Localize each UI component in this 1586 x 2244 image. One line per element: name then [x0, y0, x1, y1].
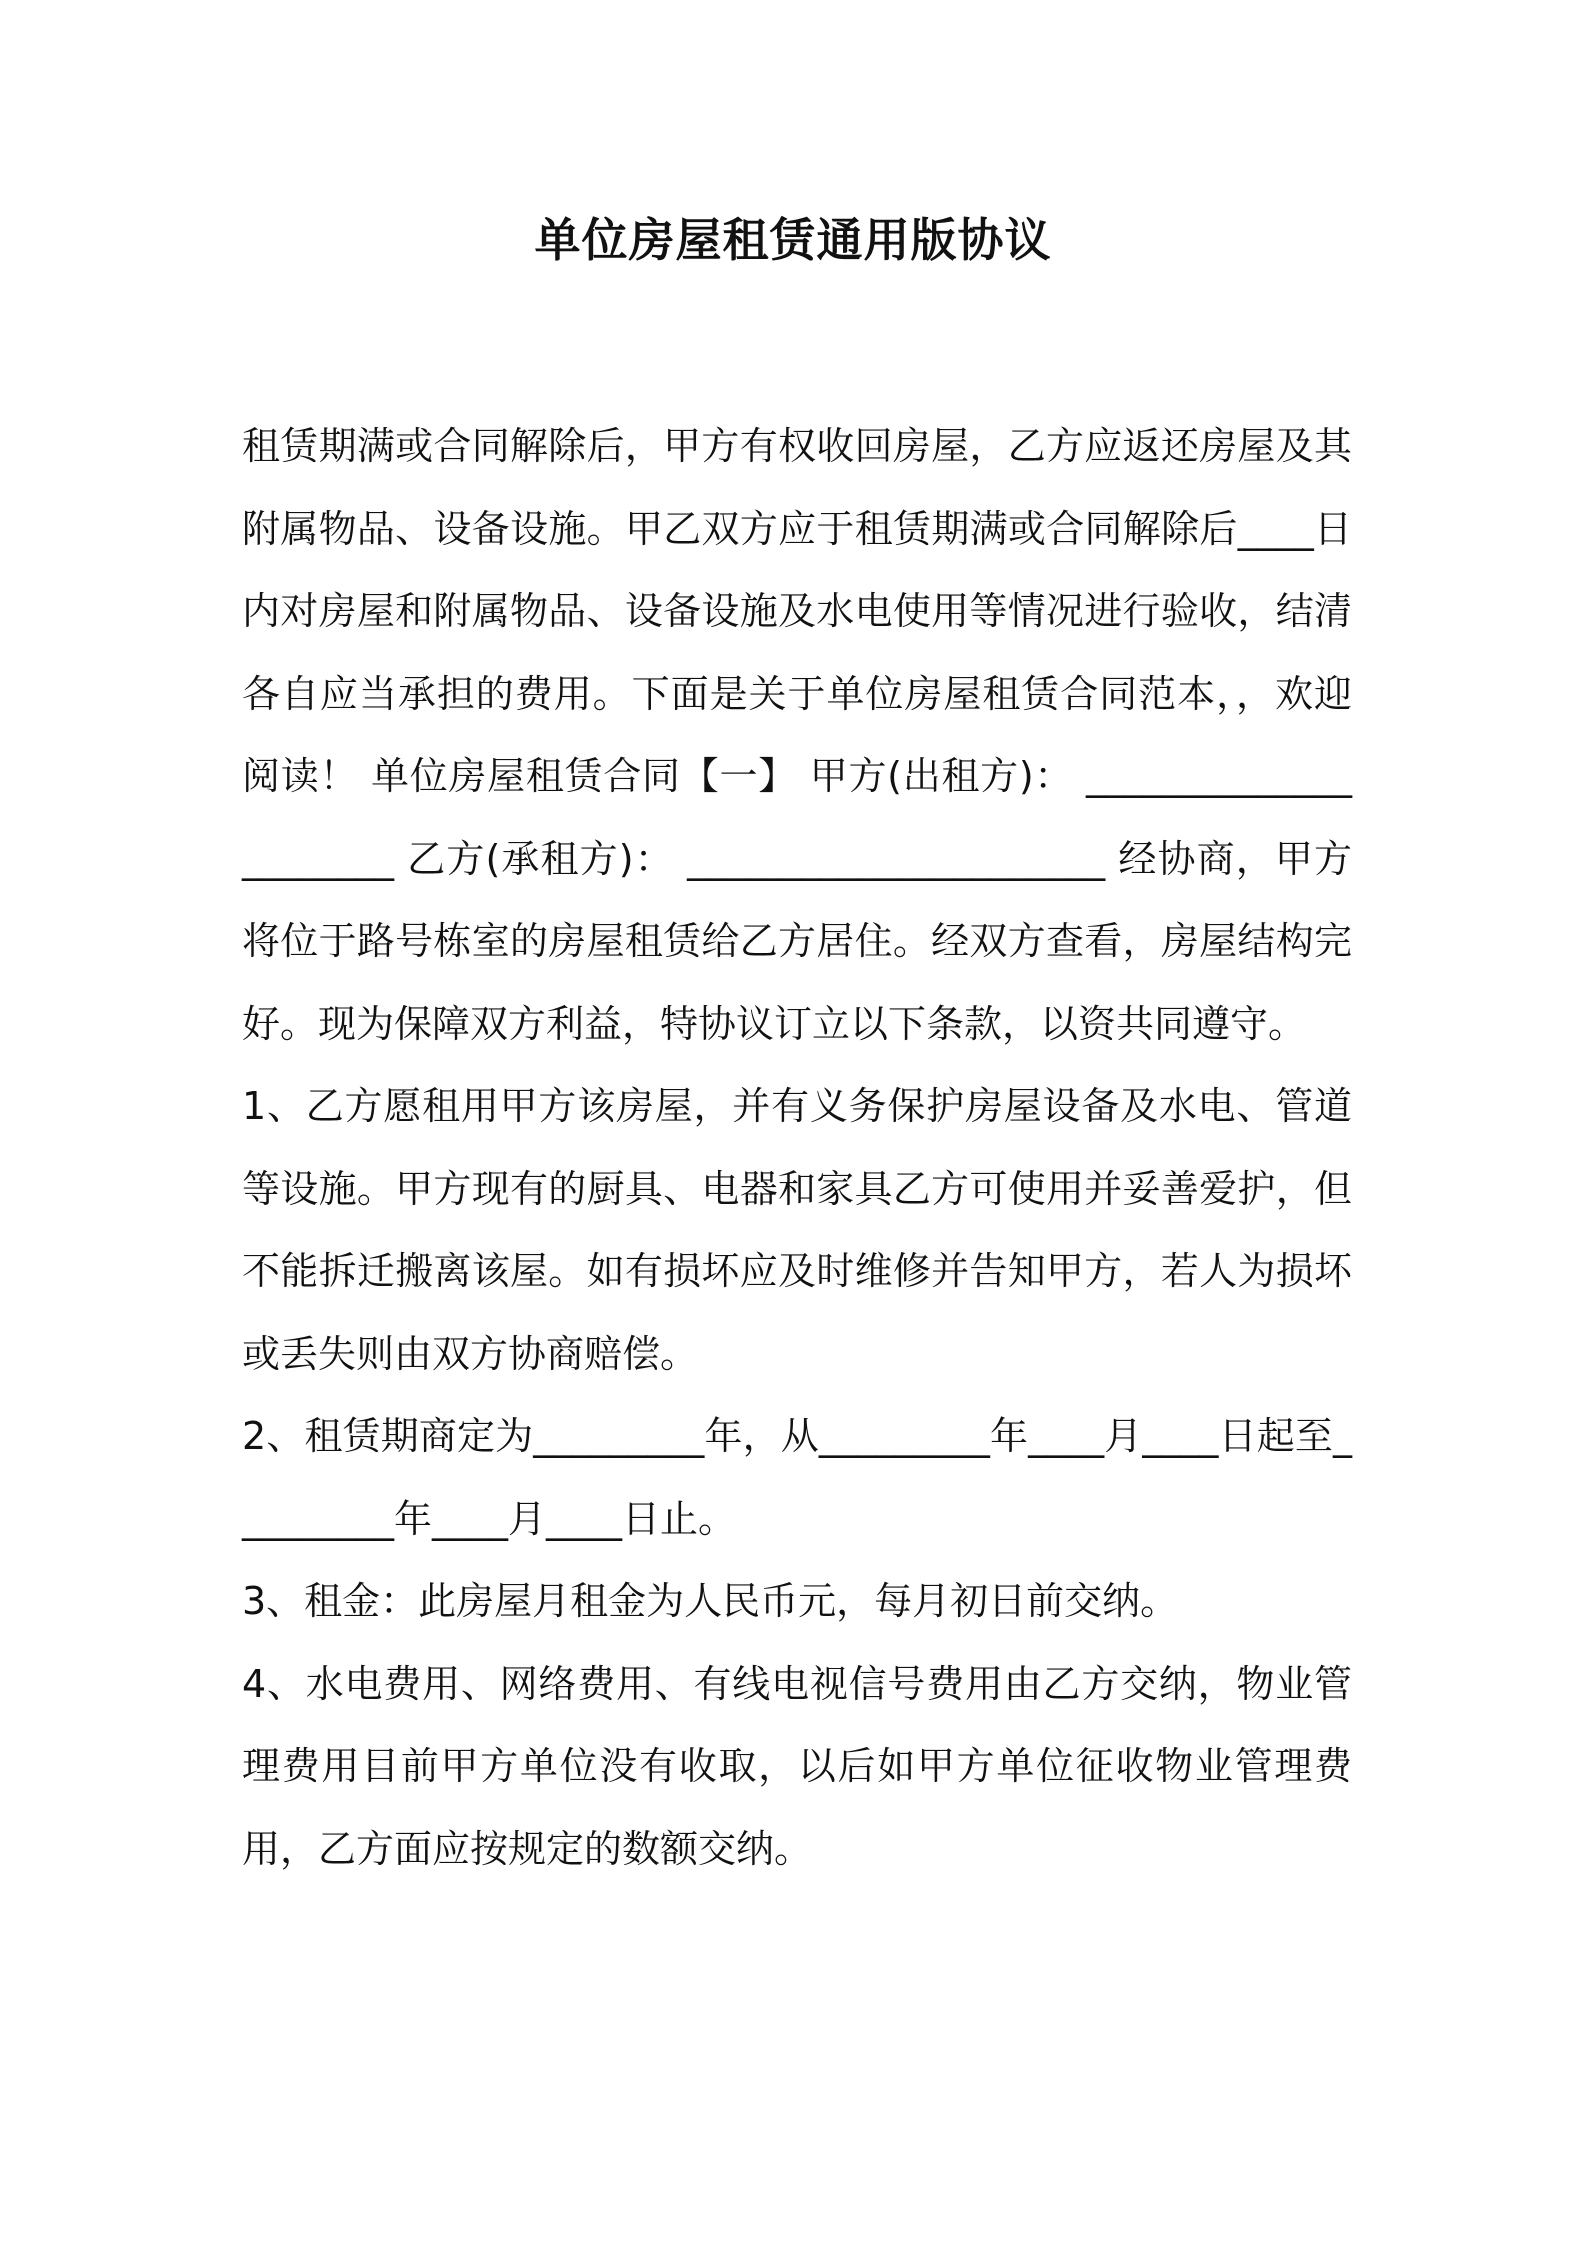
party-b-label: 乙方(承租方)： — [407, 836, 674, 881]
document-title: 单位房屋租赁通用版协议 — [534, 213, 1052, 267]
intro-paragraph — [242, 405, 1352, 1065]
intro-text: 租赁期满或合同解除后，甲方有权收回房屋，乙方应返还房屋及其附属物品、设备设施。甲乙双方应于租赁期满或合同解除后____日内对房屋和附属物品、设备设施及水电使用等情况进行验收，结清各自应当承担的费用。下面是关于单位房屋租赁合同范本，，欢迎阅读！ — [242, 424, 1352, 798]
contract-heading: 单位房屋租赁合同【一】 — [370, 754, 797, 798]
clause-1: 1、乙方愿租用甲方该房屋，并有义务保护房屋设备及水电、管道等设施。甲方现有的厨具、电器和家具乙方可使用并妥善爱护，但不能拆迁搬离该屋。如有损坏应及时维修并告知甲方，若人为损坏或丢失则由双方协商赔偿。 — [242, 1084, 1352, 1376]
agreement-intro: 经协商，甲方将位于路号栋室的房屋租赁给乙方居住。经双方查看，房屋结构完好。现为保障双方利益，特协议订立以下条款，以资共同遵守。 — [242, 836, 1352, 1046]
party-a-label: 甲方(出租方)： — [809, 754, 1074, 798]
document-body — [242, 405, 1352, 1890]
clause-4: 4、水电费用、网络费用、有线电视信号费用由乙方交纳，物业管理费用目前甲方单位没有收取，以后如甲方单位征收物业管理费用，乙方面应按规定的数额交纳。 — [242, 1661, 1352, 1871]
clause-3: 3、租金：此房屋月租金为人民币元，每月初日前交纳。 — [242, 1579, 1179, 1623]
party-a-blank: ______________________ — [242, 754, 1352, 881]
clause-2: 2、租赁期商定为_________年，从_________年____月____日起至_________年____月____日止。 — [242, 1414, 1352, 1541]
party-b-blank: ______________________ — [687, 836, 1106, 881]
